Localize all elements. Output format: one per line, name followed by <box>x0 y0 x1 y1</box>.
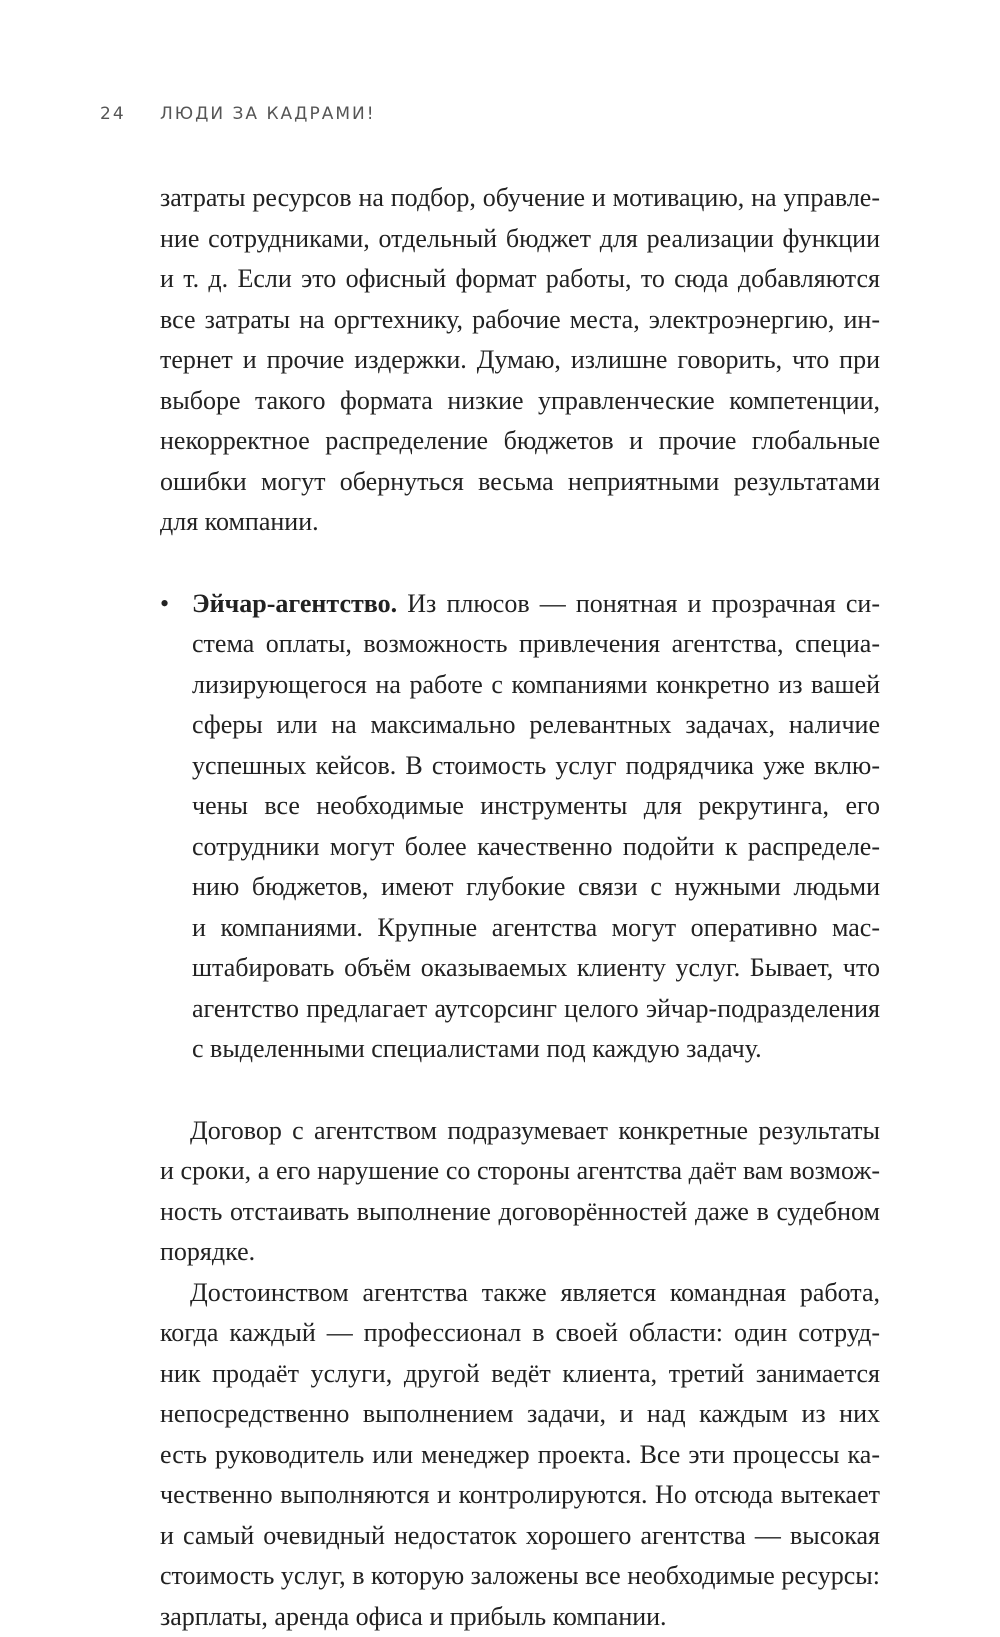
text-line: чены все необходимые инструменты для рекрутинга, его <box>192 786 880 827</box>
text-line: стема оплаты, возможность привлечения агентства, специа- <box>192 624 880 665</box>
text-line: все затраты на оргтехнику, рабочие места, электроэнергию, ин- <box>160 300 880 341</box>
paragraph-3 <box>160 1273 880 1637</box>
text-line: сферы или на максимально релевантных задачах, наличие <box>192 705 880 746</box>
text-line <box>192 584 880 625</box>
text-line: ние сотрудниками, отдельный бюджет для реализации функции <box>160 219 880 260</box>
text-line: некорректное распределение бюджетов и прочие глобальные <box>160 421 880 462</box>
term-heading: Эйчар-агентство. <box>192 589 397 618</box>
running-title: ЛЮДИ ЗА КАДРАМИ! <box>160 104 376 124</box>
paragraph-1 <box>160 178 880 543</box>
text-line: агентство предлагает аутсорсинг целого эйчар-подразделения <box>192 989 880 1030</box>
bullet-icon: • <box>160 584 169 625</box>
text-line: для компании. <box>160 502 880 543</box>
page-number: 24 <box>100 104 160 124</box>
text-line: порядке. <box>160 1232 880 1273</box>
text-line: когда каждый — профессионал в своей области: один сотруд- <box>160 1313 880 1354</box>
list-item-body <box>160 584 880 1070</box>
text-line: ник продаёт услуги, другой ведёт клиента, третий занимается <box>160 1354 880 1395</box>
text-line: выборе такого формата низкие управленческие компетенции, <box>160 381 880 422</box>
text-line: ность отстаивать выполнение договорённостей даже в судебном <box>160 1192 880 1233</box>
text-line: и компаниями. Крупные агентства могут оперативно мас- <box>192 908 880 949</box>
text-line: затраты ресурсов на подбор, обучение и мотивацию, на управле- <box>160 178 880 219</box>
text-line: лизирующегося на работе с компаниями конкретно из вашей <box>192 665 880 706</box>
text-line: Достоинством агентства также является командная работа, <box>160 1273 880 1314</box>
text-line: стоимость услуг, в которую заложены все необходимые ресурсы: <box>160 1556 880 1597</box>
text-line: и т. д. Если это офисный формат работы, то сюда добавляются <box>160 259 880 300</box>
text-line: с выделенными специалистами под каждую задачу. <box>192 1029 880 1070</box>
body-text <box>160 178 880 1637</box>
text-line: успешных кейсов. В стоимость услуг подрядчика уже вклю- <box>192 746 880 787</box>
text-line: ошибки могут обернуться весьма неприятными результатами <box>160 462 880 503</box>
list-item-agency <box>160 584 880 1070</box>
term-continuation: Из плюсов — понятная и прозрачная си- <box>397 589 880 618</box>
text-line: нию бюджетов, имеют глубокие связи с нужными людьми <box>192 867 880 908</box>
paragraph-2 <box>160 1111 880 1273</box>
text-line: зарплаты, аренда офиса и прибыль компании. <box>160 1597 880 1637</box>
text-line: есть руководитель или менеджер проекта. Все эти процессы ка- <box>160 1435 880 1476</box>
text-line: чественно выполняются и контролируются. Но отсюда вытекает <box>160 1475 880 1516</box>
running-head <box>100 104 376 124</box>
text-line: и сроки, а его нарушение со стороны агентства даёт вам возмож- <box>160 1151 880 1192</box>
text-line: штабировать объём оказываемых клиенту услуг. Бывает, что <box>192 948 880 989</box>
text-line: непосредственно выполнением задачи, и над каждым из них <box>160 1394 880 1435</box>
text-line: и самый очевидный недостаток хорошего агентства — высокая <box>160 1516 880 1557</box>
text-line: тернет и прочие издержки. Думаю, излишне говорить, что при <box>160 340 880 381</box>
text-line: Договор с агентством подразумевает конкретные результаты <box>160 1111 880 1152</box>
text-line: сотрудники могут более качественно подойти к распределе- <box>192 827 880 868</box>
